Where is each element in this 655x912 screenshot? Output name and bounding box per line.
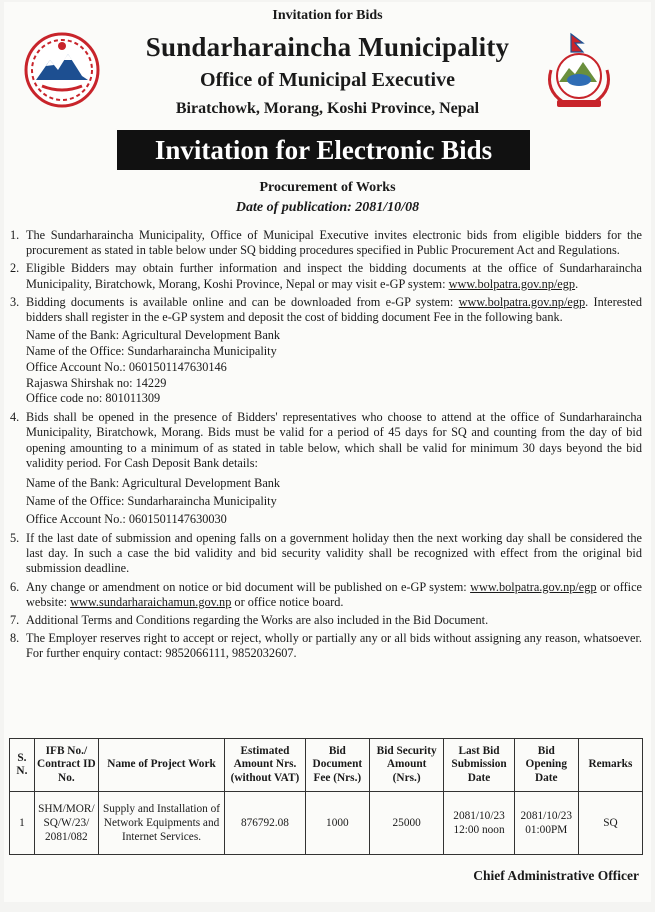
bank-line: Office code no: 801011309 xyxy=(26,391,161,406)
table-cell: 1 xyxy=(10,792,35,855)
column-header: Bid Document Fee (Nrs.) xyxy=(305,739,369,792)
column-header: Bid Security Amount (Nrs.) xyxy=(369,739,443,792)
table-cell: 2081/10/23 01:00PM xyxy=(514,792,578,855)
clause-8: 8. The Employer reserves right to accept or reject, wholly or partially any or all bids without assigning any reason, whatsoever. For further enquiry contact: 9852066111, 9852032607. xyxy=(10,631,642,661)
bid-table xyxy=(9,738,643,855)
clause-2: 2. Eligible Bidders may obtain further information and inspect the bidding documents at the office of Sundarharaincha Municipality, Biratchowk, Morang, Koshi Province, Nepal or may visit e-GP system: www.bolpatra.gov.np/egp. xyxy=(10,261,642,291)
office-address: Biratchowk, Morang, Koshi Province, Nepal xyxy=(175,100,480,117)
bank-line: Name of the Bank: Agricultural Development Bank xyxy=(26,476,281,491)
notice-banner: Invitation for Electronic Bids xyxy=(117,130,530,170)
table-cell: SHM/MOR/ SQ/W/23/ 2081/082 xyxy=(34,792,98,855)
column-header: Remarks xyxy=(578,739,642,792)
clause-4: 4. Bids shall be opened in the presence of Bidders' representatives who choose to attend at the office of Sundarharaincha Municipality, Biratchowk, Morang. Bids must be valid for a period of 45 days for SQ and counting from the day of bid opening amounting to a minimum of as stated in table below, which shall be valid for minimum 30 days beyond the bid validity period. For Cash Deposit Bank details: xyxy=(10,410,642,470)
bank-line: Name of the Office: Sundarharaincha Municipality xyxy=(26,494,277,509)
procurement-type: Procurement of Works xyxy=(259,180,396,195)
office-website-link[interactable]: www.sundarharaichamun.gov.np xyxy=(70,594,232,609)
table-cell: 876792.08 xyxy=(225,792,306,855)
table-cell: 2081/10/23 12:00 noon xyxy=(444,792,514,855)
clause-5: 5. If the last date of submission and opening falls on a government holiday then the next working day shall be considered the last day. In such a case the bid validity and bid security validity shall be recognized with effect from the original bid submission deadline. xyxy=(10,531,642,576)
column-header: Name of Project Work xyxy=(98,739,224,792)
table-row xyxy=(10,792,643,855)
bank-line: Name of the Office: Sundarharaincha Municipality xyxy=(26,344,277,359)
clause-7: 7. Additional Terms and Conditions regarding the Works are also included in the Bid Document. xyxy=(10,613,489,628)
notice-page xyxy=(4,2,651,902)
egp-link[interactable]: www.bolpatra.gov.np/egp xyxy=(458,294,586,309)
publication-date: Date of publication: 2081/10/08 xyxy=(235,200,420,215)
office-name: Office of Municipal Executive xyxy=(200,69,455,91)
egp-link[interactable]: www.bolpatra.gov.np/egp xyxy=(470,579,597,594)
clause-1: 1. The Sundarharaincha Municipality, Office of Municipal Executive invites electronic bids from eligible bidders for the procurement as stated in table below under SQ bidding procedures specified in Public Procurement Act and Regulations. xyxy=(10,228,642,258)
bank-line: Office Account No.: 0601501147630030 xyxy=(26,512,227,527)
bank-line: Office Account No.: 0601501147630146 xyxy=(26,359,227,374)
signatory-title: Chief Administrative Officer xyxy=(473,868,639,883)
bank-line: Name of the Bank: Agricultural Development Bank xyxy=(26,328,281,343)
table-header-row xyxy=(10,739,643,792)
clause-6: 6. Any change or amendment on notice or bid document will be published on e-GP system: www.bolpatra.gov.np/egp or office website: www.sundarharaichamun.gov.np or office notice board. xyxy=(10,579,642,609)
column-header: Bid Opening Date xyxy=(514,739,578,792)
notice-body xyxy=(10,228,642,665)
bank-details-deposit xyxy=(10,474,642,528)
column-header: IFB No./ Contract ID No. xyxy=(34,739,98,792)
table-cell: 1000 xyxy=(305,792,369,855)
bank-line: Rajaswa Shirshak no: 14229 xyxy=(26,375,167,390)
bank-details-fee xyxy=(10,328,642,407)
column-header: Last Bid Submission Date xyxy=(444,739,514,792)
table-cell: 25000 xyxy=(369,792,443,855)
notice-type-label: Invitation for Bids xyxy=(272,8,383,23)
table-cell: Supply and Installation of Network Equipments and Internet Services. xyxy=(98,792,224,855)
municipality-name: Sundarharaincha Municipality xyxy=(145,32,510,62)
column-header: Estimated Amount Nrs. (without VAT) xyxy=(225,739,306,792)
egp-link[interactable]: www.bolpatra.gov.np/egp xyxy=(448,276,576,291)
table-cell: SQ xyxy=(578,792,642,855)
column-header: S. N. xyxy=(10,739,35,792)
clause-3: 3. Bidding documents is available online and can be downloaded from e-GP system: www.bolpatra.gov.np/egp. Interested bidders shall register in the e-GP system and deposit the cost of bidding document Fee in the following bank. xyxy=(10,294,642,325)
